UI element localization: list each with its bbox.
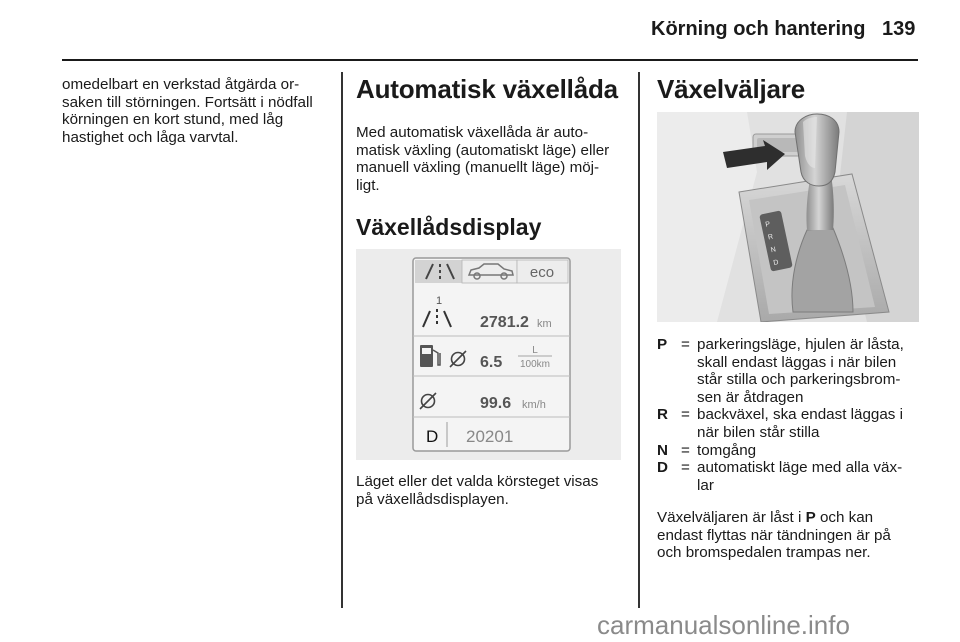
speed-value: 99.6 — [480, 395, 512, 412]
section-heading: Växelväljare — [657, 74, 805, 104]
display-caption — [356, 473, 631, 508]
transmission-display-illustration — [356, 249, 621, 460]
text-run-bold: P — [805, 509, 816, 526]
definition-equals: = — [681, 336, 690, 353]
odometer-value: 20201 — [466, 427, 514, 446]
consumption-value: 6.5 — [480, 354, 503, 371]
definition-text — [697, 459, 922, 494]
text-run: och kan — [815, 509, 874, 526]
text-line: tomgång — [697, 441, 757, 459]
text-line: saken till störningen. Fortsätt i nödfall — [62, 93, 313, 111]
definition-term: D — [657, 459, 668, 477]
text-line: lar — [697, 476, 714, 494]
text-line: manuell växling (manuellt läge) möj- — [356, 159, 600, 177]
text-line: parkeringsläge, hjulen är låsta, — [697, 336, 904, 353]
gate-label-n: N — [770, 246, 777, 255]
text-line: matisk växling (automatiskt läge) eller — [356, 141, 610, 159]
text-line: och bromspedalen trampas ner. — [657, 544, 871, 562]
gear-position-list — [657, 336, 922, 494]
eco-tab-label: eco — [529, 264, 555, 281]
text-line: Läget eller det valda körsteget visas — [356, 473, 599, 490]
header-rule — [62, 59, 918, 61]
watermark: carmanualsonline.info — [597, 610, 850, 640]
definition-text — [697, 406, 922, 441]
definition-term: P — [657, 336, 668, 353]
definition-term: R — [657, 406, 668, 424]
text-run: Växelväljaren är låst i — [657, 509, 806, 526]
gear-selector-illustration — [657, 112, 919, 322]
section-heading: Automatisk växellåda — [356, 74, 618, 104]
text-line: på växellådsdisplayen. — [356, 490, 509, 508]
column-2-intro — [356, 124, 631, 194]
text-line: när bilen står stilla — [697, 423, 820, 441]
column-1-text — [62, 76, 334, 146]
column-divider-left — [341, 72, 343, 608]
text-line: står stilla och parkeringsbrom- — [697, 371, 901, 389]
list-item — [657, 459, 922, 494]
definition-equals: = — [681, 406, 690, 424]
gate-label-r: R — [767, 233, 774, 242]
gate-label-d: D — [772, 259, 780, 267]
distance-value: 2781.2 — [480, 314, 529, 331]
gear-knob — [795, 114, 839, 186]
text-line: hastighet och låga varvtal. — [62, 128, 239, 146]
definition-equals: = — [681, 441, 690, 459]
text-line: ligt. — [356, 176, 380, 194]
selector-note — [657, 509, 922, 562]
list-item — [657, 406, 922, 441]
consumption-unit-top: L — [532, 345, 538, 356]
gear-indicator: D — [426, 427, 439, 446]
page-number: 139 — [882, 18, 916, 40]
text-line: sen är åtdragen — [697, 388, 804, 406]
column-divider-right — [638, 72, 640, 608]
definition-text — [697, 336, 922, 406]
distance-unit: km — [537, 318, 552, 330]
text-line: endast flyttas när tändningen är på — [657, 526, 891, 544]
list-item — [657, 336, 922, 406]
display-tab-active — [415, 260, 462, 283]
speed-unit: km/h — [522, 399, 546, 411]
display-small-number: 1 — [436, 295, 443, 307]
text-line: omedelbart en verkstad åtgärda or- — [62, 76, 300, 93]
text-line: backväxel, ska endast läggas i — [697, 406, 903, 424]
definition-equals: = — [681, 459, 690, 477]
list-item — [657, 442, 922, 460]
gate-label-p: P — [764, 220, 771, 229]
text-line: körningen en kort stund, med låg — [62, 111, 284, 129]
consumption-unit-bottom: 100km — [519, 359, 551, 370]
definition-term: N — [657, 441, 668, 459]
text-line: automatiskt läge med alla väx- — [697, 459, 903, 477]
text-line — [657, 509, 922, 527]
text-line: Med automatisk växellåda är auto- — [356, 124, 589, 141]
definition-text — [697, 442, 922, 460]
text-line: skall endast läggas i när bilen — [697, 353, 897, 371]
running-header: Körning och hantering — [651, 18, 866, 40]
subsection-heading: Växellådsdisplay — [356, 214, 542, 240]
